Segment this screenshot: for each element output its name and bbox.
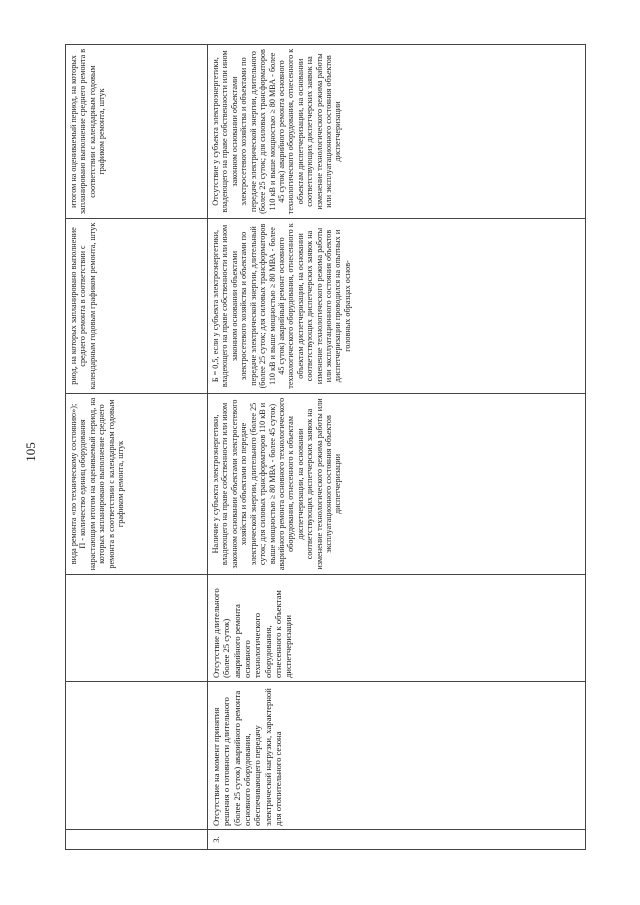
cell-partial-score: риод, на которых запланировано выполнение среднего ремонта в соответствии с календарным годовым графиком ремонта, штук: [66, 219, 208, 394]
cell-criterion: Отсутствие на момент принятия решения о готовности длительного (более 25 суток) аварийного ремонта основного оборудования, обеспечивающего передачу электрической нагрузки, характерной для отопительного сезона: [208, 682, 586, 830]
cell-description: вида ремонта «по техническому состоянию»); П - количество единиц оборудования нарастающим итогом на оцениваемый период, на которых запланировано выполнение среднего ремонта в соответствии с календарным годовым графиком ремонта, штук: [66, 394, 208, 575]
page-number: 105: [23, 442, 38, 462]
cell-number: 3.: [208, 830, 586, 850]
table-row: [66, 45, 208, 850]
cell-full-score: итогом на оцениваемый период, на которых запланировано выполнение среднего ремонта в соответствии с календарным годовым графиком ремонта, штук: [66, 45, 208, 219]
cell-description: Наличие у субъекта электроэнергетики, владеющего на праве собственности или ином законном основании объектами электросетевого хозяйства и объектами по передаче электрической энергии, длительного (более 25 суток; для силовых трансформаторов 110 кВ и выше мощностью ≥ 80 МВА - более 45 суток) аварийного ремонта основного технологического оборудования, отнесенного к объектам диспетчеризации, на основании соответствующих диспетчерских заявок на изменение технологического режима работы или эксплуатационного состояния объектов диспетчеризации: [208, 394, 586, 575]
cell-condition: [66, 575, 208, 682]
criteria-table: [65, 44, 586, 850]
cell-condition: Отсутствие длительного (более 25 суток) аварийного ремонта основного технологического оборудования, отнесенного к объектам диспетчеризации: [208, 575, 586, 682]
cell-number: [66, 830, 208, 850]
cell-partial-score: Б = 0,5, если у субъекта электроэнергетики, владеющего на праве собственности или ином законном основании объектами электросетевого хозяйства и объектами по передаче электрической энергии, длительный (более 25 суток; для силовых трансформаторов 110 кВ и выше мощностью ≥ 80 МВА - более 45 суток) аварийный ремонт основного технологического оборудования, отнесенного к объектам диспетчеризации, на основании соответствующих диспетчерских заявок на изменение технологического режима работы или эксплуатационного состояния объектов диспетчеризации проводился на опытных и головных образцах основ-: [208, 219, 586, 394]
table-row: [208, 45, 586, 850]
cell-full-score: Отсутствие у субъекта электроэнергетики, владеющего на праве собственности или ином законном основании объектами электросетевого хозяйства и объектами по передаче электрической энергии, длительного (более 25 суток; для силовых трансформаторов 110 кВ и выше мощностью ≥ 80 МВА - более 45 суток) аварийного ремонта основного технологического оборудования, отнесенного к объектам диспетчеризации, на основании соответствующих диспетчерских заявок на изменение технологического режима работы или эксплуатационного состояния объектов диспетчеризации: [208, 45, 586, 219]
cell-criterion: [66, 682, 208, 830]
rotated-page: [65, 45, 573, 850]
